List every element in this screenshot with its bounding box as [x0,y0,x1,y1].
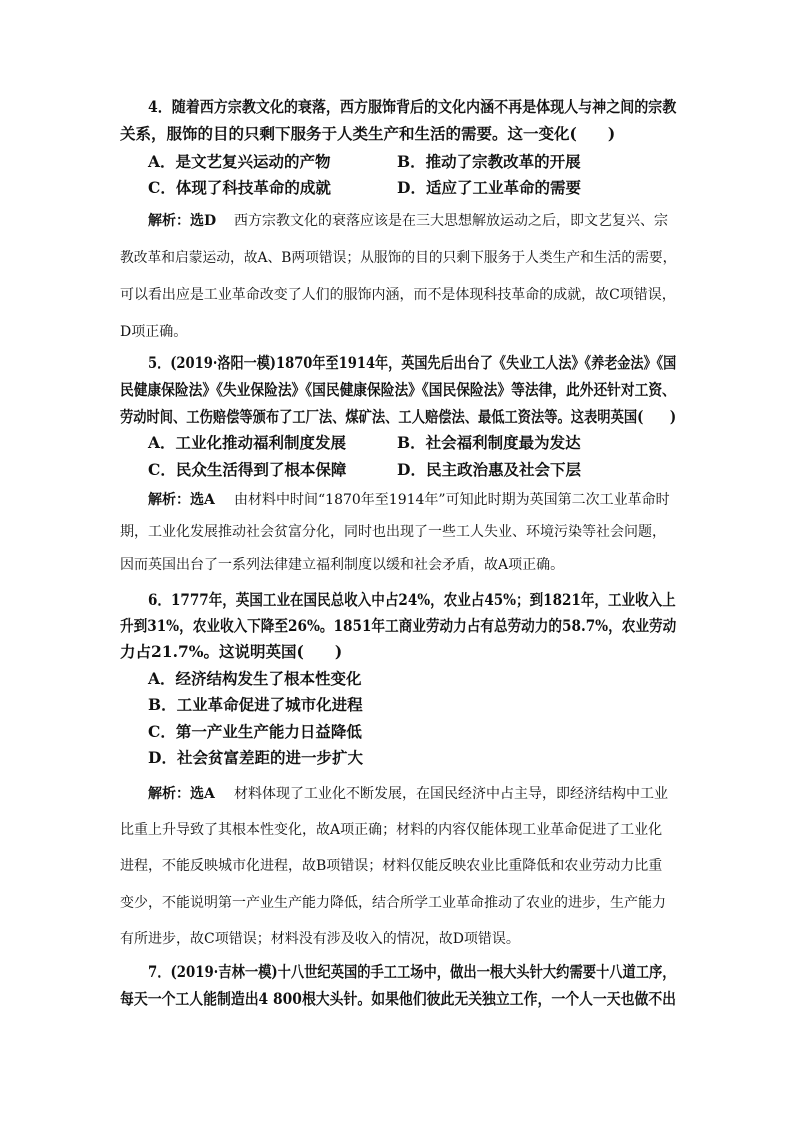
q6-option-a: A．经济结构发生了根本性变化 [148,669,362,688]
q5-option-c: C．民众生活得到了根本保障 [148,460,347,479]
q6-analysis-line-4: 变少，不能说明第一产业生产能力降低，结合所学工业革命推动了农业的进步，生产能力 [120,895,666,911]
q5-analysis-lead: 解析：选A [148,492,215,508]
q4-option-d: D．适应了工业革命的需要 [397,178,581,197]
q6-analysis-lead: 解析：选A [148,786,215,802]
q5-stem-line-3: 劳动时间、工伤赔偿等颁布了工厂法、煤矿法、工人赔偿法、最低工资法等。这表明英国( ) [120,407,677,426]
q6-option-c: C．第一产业生产能力日益降低 [148,722,362,741]
q6-analysis-line-1: 材料体现了工业化不断发展，在国民经济中占主导，即经济结构中工业 [234,786,668,802]
q4-stem-line-2: 关系，服饰的目的只剩下服务于人类生产和生活的需要。这一变化( ) [120,124,616,143]
q5-analysis-line-1: 由材料中时间“1870年至1914年”可知此时期为英国第二次工业革命时 [234,492,670,508]
q4-analysis-line-2: 教改革和启蒙运动，故A、B两项错误；从服饰的目的只剩下服务于人类生产和生活的需要， [120,250,677,266]
q5-option-a: A．工业化推动福利制度发展 [148,433,347,452]
q4-analysis-line-3: 可以看出应是工业革命改变了人们的服饰内涵，而不是体现科技革命的成就，故C项错误， [120,287,676,303]
q5-stem-line-2: 民健康保险法》《失业保险法》《国民健康保险法》《国民保险法》等法律，此外还针对工资、 [120,380,676,399]
q4-stem-line-1: 4．随着西方宗教文化的衰落，西方服饰背后的文化内涵不再是体现人与神之间的宗教 [148,97,677,116]
q6-option-d: D．社会贫富差距的进一步扩大 [148,748,363,767]
q5-option-b: B．社会福利制度最为发达 [397,433,581,452]
q5-analysis-line-3: 因而英国出台了一系列法律建立福利制度以缓和社会矛盾，故A项正确。 [120,557,565,573]
q5-option-d: D．民主政治惠及社会下层 [397,460,581,479]
q4-option-b: B．推动了宗教改革的开展 [397,152,581,171]
q7-stem-line-1: 7．(2019·吉林一模)十八世纪英国的手工工场中，做出一根大头针大约需要十八道工序， [148,962,676,981]
q4-analysis-line-1: 西方宗教文化的衰落应该是在三大思想解放运动之后，即文艺复兴、宗 [234,213,668,229]
q6-stem-line-2: 升到31%，农业收入下降至26%。1851年工商业劳动力占有总劳动力的58.7%，农业劳动 [120,616,677,635]
q5-stem-line-1: 5．(2019·洛阳一模)1870年至1914年，英国先后出台了《失业工人法》《养老金法》《国 [148,353,677,372]
q6-option-b: B．工业革命促进了城市化进程 [148,695,363,714]
q5-analysis-line-2: 期，工业化发展推动社会贫富分化，同时也出现了一些工人失业、环境污染等社会问题， [120,524,666,540]
q4-analysis-lead: 解析：选D [148,213,217,229]
q6-analysis-line-2: 比重上升导致了其根本性变化，故A项正确；材料的内容仅能体现工业革命促进了工业化 [120,822,663,838]
q6-analysis-line-3: 进程，不能反映城市化进程，故B项错误；材料仅能反映农业比重降低和农业劳动力比重 [120,858,663,874]
q4-option-c: C．体现了科技革命的成就 [148,178,331,197]
q7-stem-line-2: 每天一个工人能制造出4 800根大头针。如果他们彼此无关独立工作，一个人一天也做不出 [120,989,677,1008]
q6-analysis-line-5: 有所进步，故C项错误；材料没有涉及收入的情况，故D项错误。 [120,931,520,947]
q6-stem-line-3: 力占21.7%。这说明英国( ) [120,642,343,661]
q4-analysis-line-4: D项正确。 [120,324,188,340]
q4-option-a: A．是文艺复兴运动的产物 [148,152,331,171]
q6-stem-line-1: 6．1777年，英国工业在国民总收入中占24%，农业占45%；到1821年，工业收入上 [148,590,676,609]
